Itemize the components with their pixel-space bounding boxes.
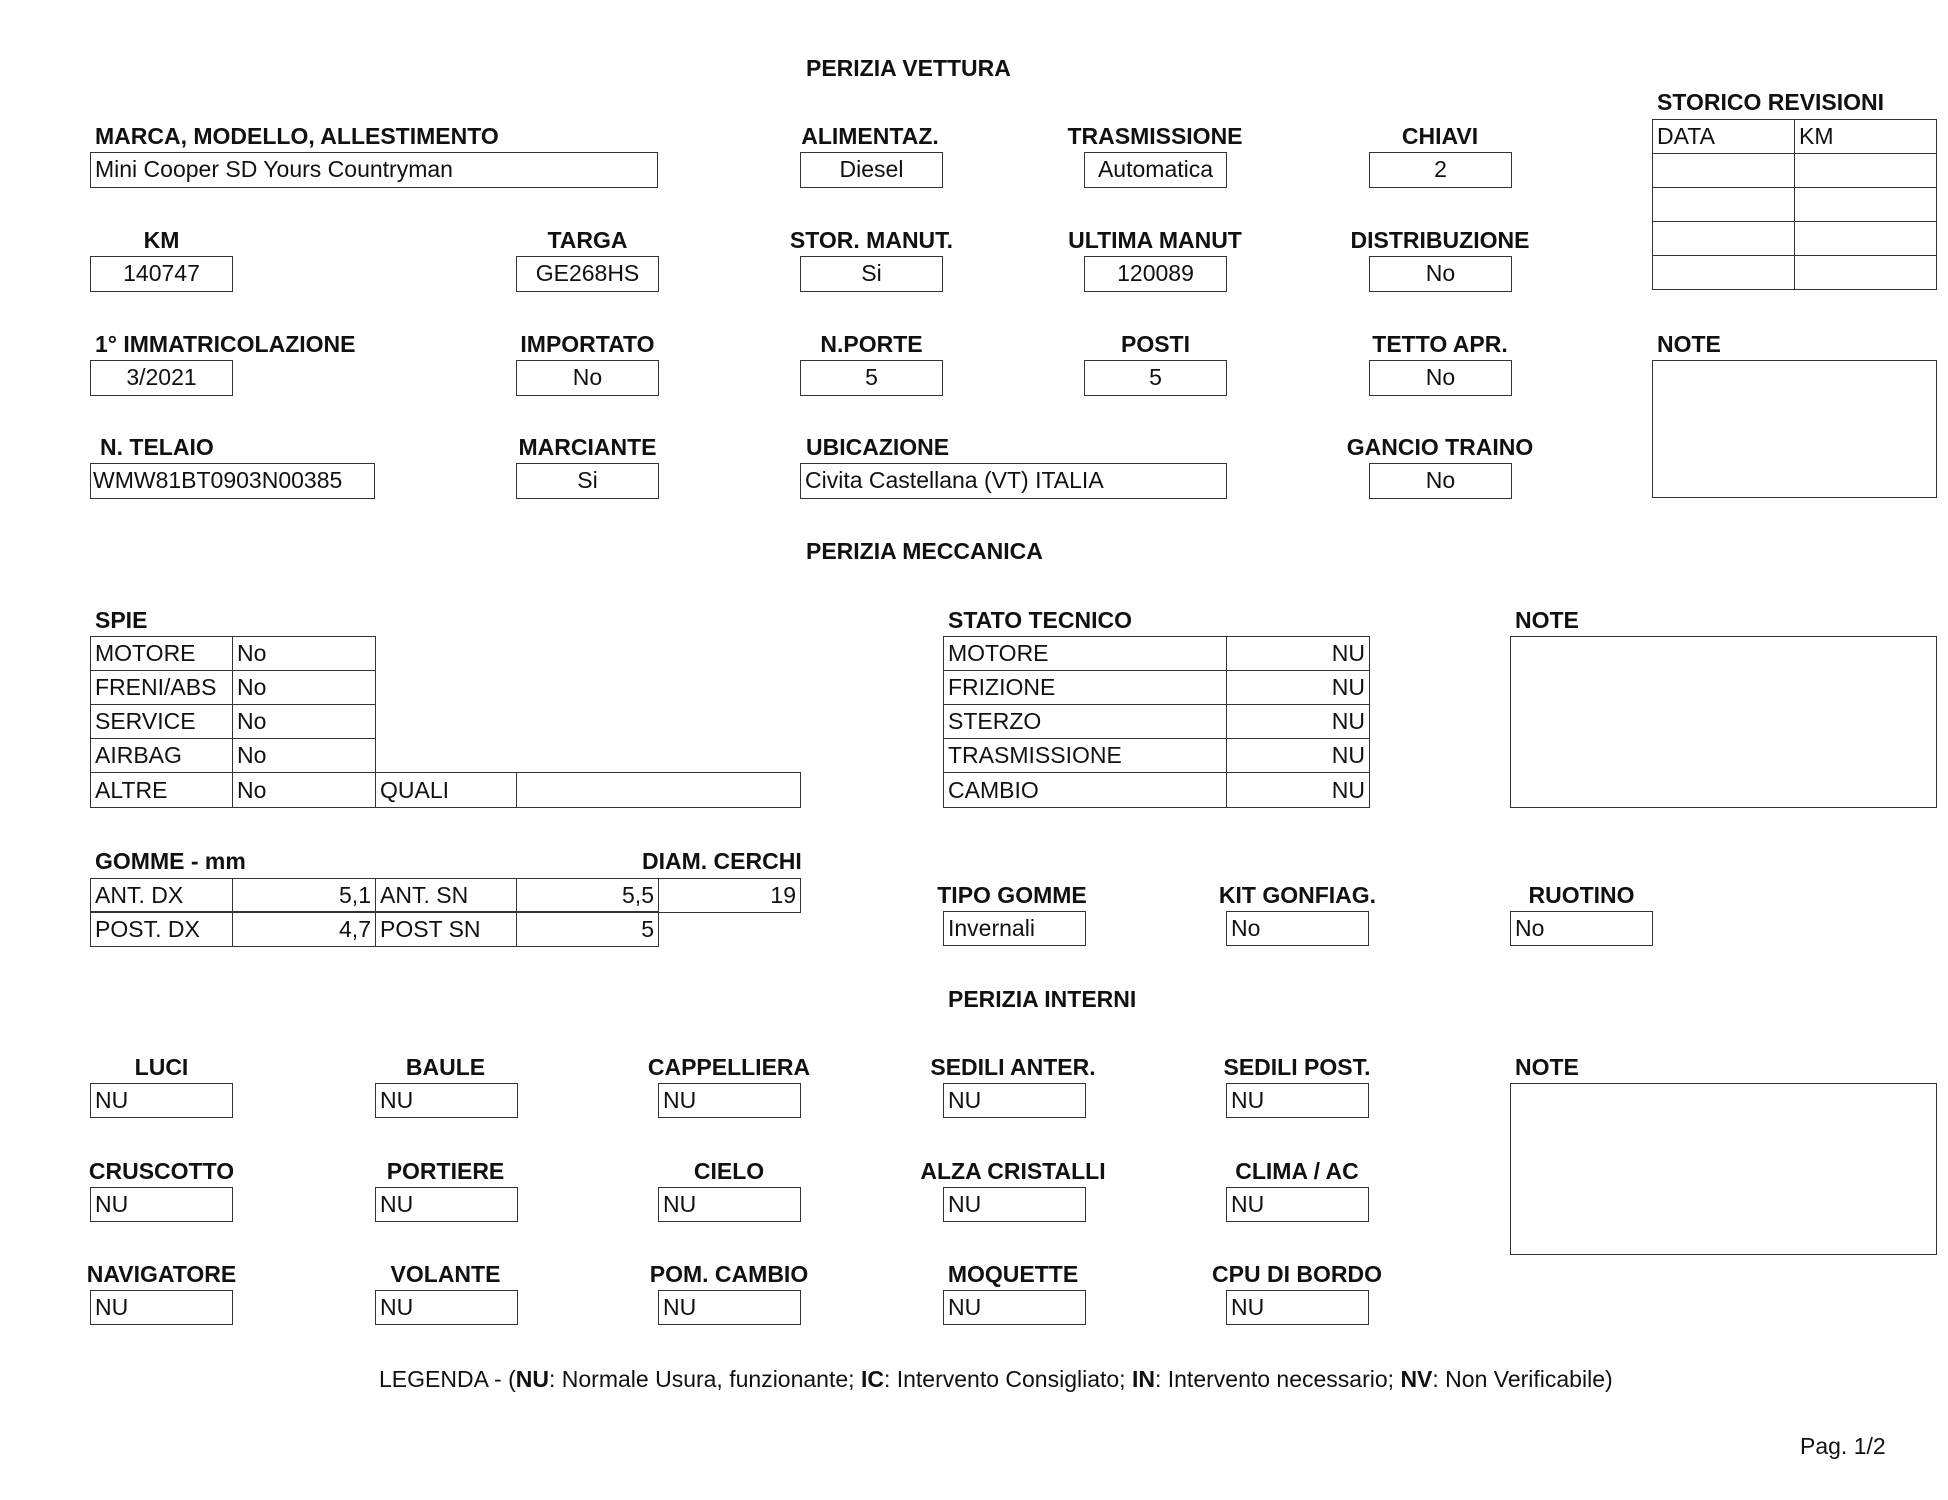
- ubicazione-field[interactable]: Civita Castellana (VT) ITALIA: [800, 463, 1227, 499]
- cpu-bordo-field[interactable]: NU: [1226, 1290, 1369, 1325]
- table-row: [1653, 154, 1937, 188]
- stor-manut-label: STOR. MANUT.: [789, 227, 954, 253]
- diam-cerchi-label: DIAM. CERCHI: [642, 848, 802, 874]
- spie-table: [90, 636, 376, 773]
- distribuzione-label: DISTRIBUZIONE: [1350, 227, 1530, 253]
- legend-ic-code: IC: [860, 1366, 884, 1392]
- spie-value[interactable]: No: [233, 671, 376, 705]
- stato-value[interactable]: NU: [1227, 705, 1370, 739]
- navigatore-label: NAVIGATORE: [86, 1261, 237, 1287]
- alza-cristalli-field[interactable]: NU: [943, 1187, 1086, 1222]
- stato-value[interactable]: NU: [1227, 671, 1370, 705]
- post-dx-value[interactable]: 4,7: [233, 912, 376, 947]
- legend-nu-code: NU: [515, 1366, 549, 1392]
- table-row: [1653, 120, 1937, 154]
- gomme-table-rear: [90, 911, 659, 947]
- table-row: [1653, 188, 1937, 222]
- storico-col-km: KM: [1795, 120, 1937, 154]
- stato-tecnico-table: [943, 636, 1370, 808]
- gancio-field[interactable]: No: [1369, 463, 1512, 499]
- section-title-meccanica: PERIZIA MECCANICA: [806, 538, 1043, 564]
- km-label: KM: [143, 227, 180, 253]
- moquette-label: MOQUETTE: [947, 1261, 1079, 1287]
- marca-label: MARCA, MODELLO, ALLESTIMENTO: [95, 123, 499, 149]
- ant-dx-label: ANT. DX: [91, 879, 233, 913]
- spie-value[interactable]: No: [233, 705, 376, 739]
- sedili-post-label: SEDILI POST.: [1223, 1054, 1371, 1080]
- post-sn-label: POST SN: [376, 912, 517, 947]
- telaio-label: N. TELAIO: [100, 434, 214, 460]
- alimentaz-field[interactable]: Diesel: [800, 152, 943, 188]
- ubicazione-label: UBICAZIONE: [806, 434, 950, 460]
- gomme-table-front: [90, 878, 801, 913]
- cappelliera-label: CAPPELLIERA: [647, 1054, 811, 1080]
- cpu-bordo-label: CPU DI BORDO: [1212, 1261, 1382, 1287]
- spie-altre-row: [90, 772, 801, 808]
- legend-ic-text: : Intervento Consigliato;: [883, 1366, 1132, 1392]
- portiere-label: PORTIERE: [386, 1158, 505, 1184]
- porte-label: N.PORTE: [820, 331, 923, 357]
- legend-nv-text: : Non Verificabile): [1432, 1366, 1613, 1392]
- porte-field[interactable]: 5: [800, 360, 943, 396]
- gancio-label: GANCIO TRAINO: [1346, 434, 1534, 460]
- stato-value[interactable]: NU: [1227, 739, 1370, 773]
- marciante-label: MARCIANTE: [518, 434, 657, 460]
- storico-cell[interactable]: [1795, 222, 1937, 256]
- stato-label: FRIZIONE: [944, 671, 1227, 705]
- legend-in-text: : Intervento necessario;: [1154, 1366, 1401, 1392]
- pom-cambio-field[interactable]: NU: [658, 1290, 801, 1325]
- note-vettura-box[interactable]: [1652, 360, 1937, 498]
- posti-label: POSTI: [1120, 331, 1190, 357]
- table-row: [944, 671, 1370, 705]
- chiavi-field[interactable]: 2: [1369, 152, 1512, 188]
- table-row: [91, 773, 801, 808]
- table-row: [91, 739, 376, 773]
- diam-cerchi-value[interactable]: 19: [659, 879, 801, 913]
- section-title-vettura: PERIZIA VETTURA: [806, 55, 1011, 81]
- section-title-interni: PERIZIA INTERNI: [948, 986, 1137, 1012]
- spie-value[interactable]: No: [233, 773, 376, 808]
- storico-cell[interactable]: [1653, 188, 1795, 222]
- post-sn-value[interactable]: 5: [517, 912, 659, 947]
- legend: [379, 1366, 1613, 1393]
- trasmissione-field[interactable]: Automatica: [1084, 152, 1227, 188]
- storico-cell[interactable]: [1795, 188, 1937, 222]
- stato-tecnico-title: STATO TECNICO: [948, 607, 1132, 633]
- importato-label: IMPORTATO: [520, 331, 655, 357]
- stato-label: CAMBIO: [944, 773, 1227, 808]
- note-vettura-label: NOTE: [1657, 331, 1721, 357]
- luci-field[interactable]: NU: [90, 1083, 233, 1118]
- alza-cristalli-label: ALZA CRISTALLI: [920, 1158, 1106, 1184]
- storico-cell[interactable]: [1653, 222, 1795, 256]
- sedili-post-field[interactable]: NU: [1226, 1083, 1369, 1118]
- baule-label: BAULE: [405, 1054, 486, 1080]
- legend-nu-text: : Normale Usura, funzionante;: [549, 1366, 861, 1392]
- table-row: [91, 705, 376, 739]
- ant-sn-label: ANT. SN: [376, 879, 517, 913]
- spie-value[interactable]: No: [233, 739, 376, 773]
- storico-cell[interactable]: [1653, 256, 1795, 290]
- marca-field[interactable]: Mini Cooper SD Yours Countryman: [90, 152, 658, 188]
- storico-cell[interactable]: [1795, 256, 1937, 290]
- marciante-field[interactable]: Si: [516, 463, 659, 499]
- quali-field[interactable]: [517, 773, 801, 808]
- tetto-field[interactable]: No: [1369, 360, 1512, 396]
- cruscotto-label: CRUSCOTTO: [88, 1158, 235, 1184]
- page-number: Pag. 1/2: [1800, 1433, 1886, 1459]
- chiavi-label: CHIAVI: [1401, 123, 1479, 149]
- table-row: [91, 879, 801, 913]
- baule-field[interactable]: NU: [375, 1083, 518, 1118]
- spie-label: AIRBAG: [91, 739, 233, 773]
- storico-table: [1652, 119, 1937, 290]
- legend-nv-code: NV: [1400, 1366, 1433, 1392]
- legend-prefix: LEGENDA - (: [379, 1366, 516, 1392]
- table-row: [944, 705, 1370, 739]
- table-row: [944, 637, 1370, 671]
- ruotino-label: RUOTINO: [1528, 882, 1635, 908]
- note-meccanica-label: NOTE: [1515, 607, 1579, 633]
- table-row: [944, 773, 1370, 808]
- sedili-anter-label: SEDILI ANTER.: [930, 1054, 1096, 1080]
- tipo-gomme-label: TIPO GOMME: [937, 882, 1087, 908]
- stato-label: TRASMISSIONE: [944, 739, 1227, 773]
- ruotino-field[interactable]: No: [1510, 911, 1653, 946]
- table-row: [1653, 222, 1937, 256]
- navigatore-field[interactable]: NU: [90, 1290, 233, 1325]
- distribuzione-field[interactable]: No: [1369, 256, 1512, 292]
- ant-sn-value[interactable]: 5,5: [517, 879, 659, 913]
- spie-title: SPIE: [95, 607, 148, 633]
- telaio-field[interactable]: WMW81BT0903N00385: [90, 463, 375, 499]
- table-row: [944, 739, 1370, 773]
- moquette-field[interactable]: NU: [943, 1290, 1086, 1325]
- spie-label: FRENI/ABS: [91, 671, 233, 705]
- spie-label: SERVICE: [91, 705, 233, 739]
- cielo-field[interactable]: NU: [658, 1187, 801, 1222]
- portiere-field[interactable]: NU: [375, 1187, 518, 1222]
- storico-title: STORICO REVISIONI: [1657, 89, 1885, 115]
- cappelliera-field[interactable]: NU: [658, 1083, 801, 1118]
- km-field[interactable]: 140747: [90, 256, 233, 292]
- spie-label: ALTRE: [91, 773, 233, 808]
- clima-ac-label: CLIMA / AC: [1235, 1158, 1359, 1184]
- spie-value[interactable]: No: [233, 637, 376, 671]
- table-row: [91, 912, 659, 947]
- quali-label: QUALI: [376, 773, 517, 808]
- importato-field[interactable]: No: [516, 360, 659, 396]
- stor-manut-field[interactable]: Si: [800, 256, 943, 292]
- table-row: [91, 637, 376, 671]
- stato-value[interactable]: NU: [1227, 773, 1370, 808]
- legend-in-code: IN: [1131, 1366, 1155, 1392]
- immatricolazione-field[interactable]: 3/2021: [90, 360, 233, 396]
- immatricolazione-label: 1° IMMATRICOLAZIONE: [95, 331, 356, 357]
- ultima-manut-field[interactable]: 120089: [1084, 256, 1227, 292]
- trasmissione-label: TRASMISSIONE: [1067, 123, 1243, 149]
- note-meccanica-box[interactable]: [1510, 636, 1937, 808]
- ultima-manut-label: ULTIMA MANUT: [1068, 227, 1242, 253]
- table-row: [91, 671, 376, 705]
- ant-dx-value[interactable]: 5,1: [233, 879, 376, 913]
- alimentaz-label: ALIMENTAZ.: [801, 123, 939, 149]
- gomme-title: GOMME - mm: [95, 848, 246, 874]
- stato-label: STERZO: [944, 705, 1227, 739]
- cielo-label: CIELO: [693, 1158, 765, 1184]
- post-dx-label: POST. DX: [91, 912, 233, 947]
- kit-gonfiag-field[interactable]: No: [1226, 911, 1369, 946]
- targa-label: TARGA: [547, 227, 628, 253]
- sedili-anter-field[interactable]: NU: [943, 1083, 1086, 1118]
- tetto-label: TETTO APR.: [1372, 331, 1508, 357]
- luci-label: LUCI: [134, 1054, 189, 1080]
- note-interni-box[interactable]: [1510, 1083, 1937, 1255]
- note-interni-label: NOTE: [1515, 1054, 1579, 1080]
- volante-label: VOLANTE: [390, 1261, 501, 1287]
- pom-cambio-label: POM. CAMBIO: [649, 1261, 809, 1287]
- storico-cell[interactable]: [1795, 154, 1937, 188]
- stato-label: MOTORE: [944, 637, 1227, 671]
- cruscotto-field[interactable]: NU: [90, 1187, 233, 1222]
- tipo-gomme-field[interactable]: Invernali: [943, 911, 1086, 946]
- spie-label: MOTORE: [91, 637, 233, 671]
- table-row: [1653, 256, 1937, 290]
- storico-cell[interactable]: [1653, 154, 1795, 188]
- posti-field[interactable]: 5: [1084, 360, 1227, 396]
- storico-col-data: DATA: [1653, 120, 1795, 154]
- clima-ac-field[interactable]: NU: [1226, 1187, 1369, 1222]
- kit-gonfiag-label: KIT GONFIAG.: [1218, 882, 1377, 908]
- volante-field[interactable]: NU: [375, 1290, 518, 1325]
- stato-value[interactable]: NU: [1227, 637, 1370, 671]
- targa-field[interactable]: GE268HS: [516, 256, 659, 292]
